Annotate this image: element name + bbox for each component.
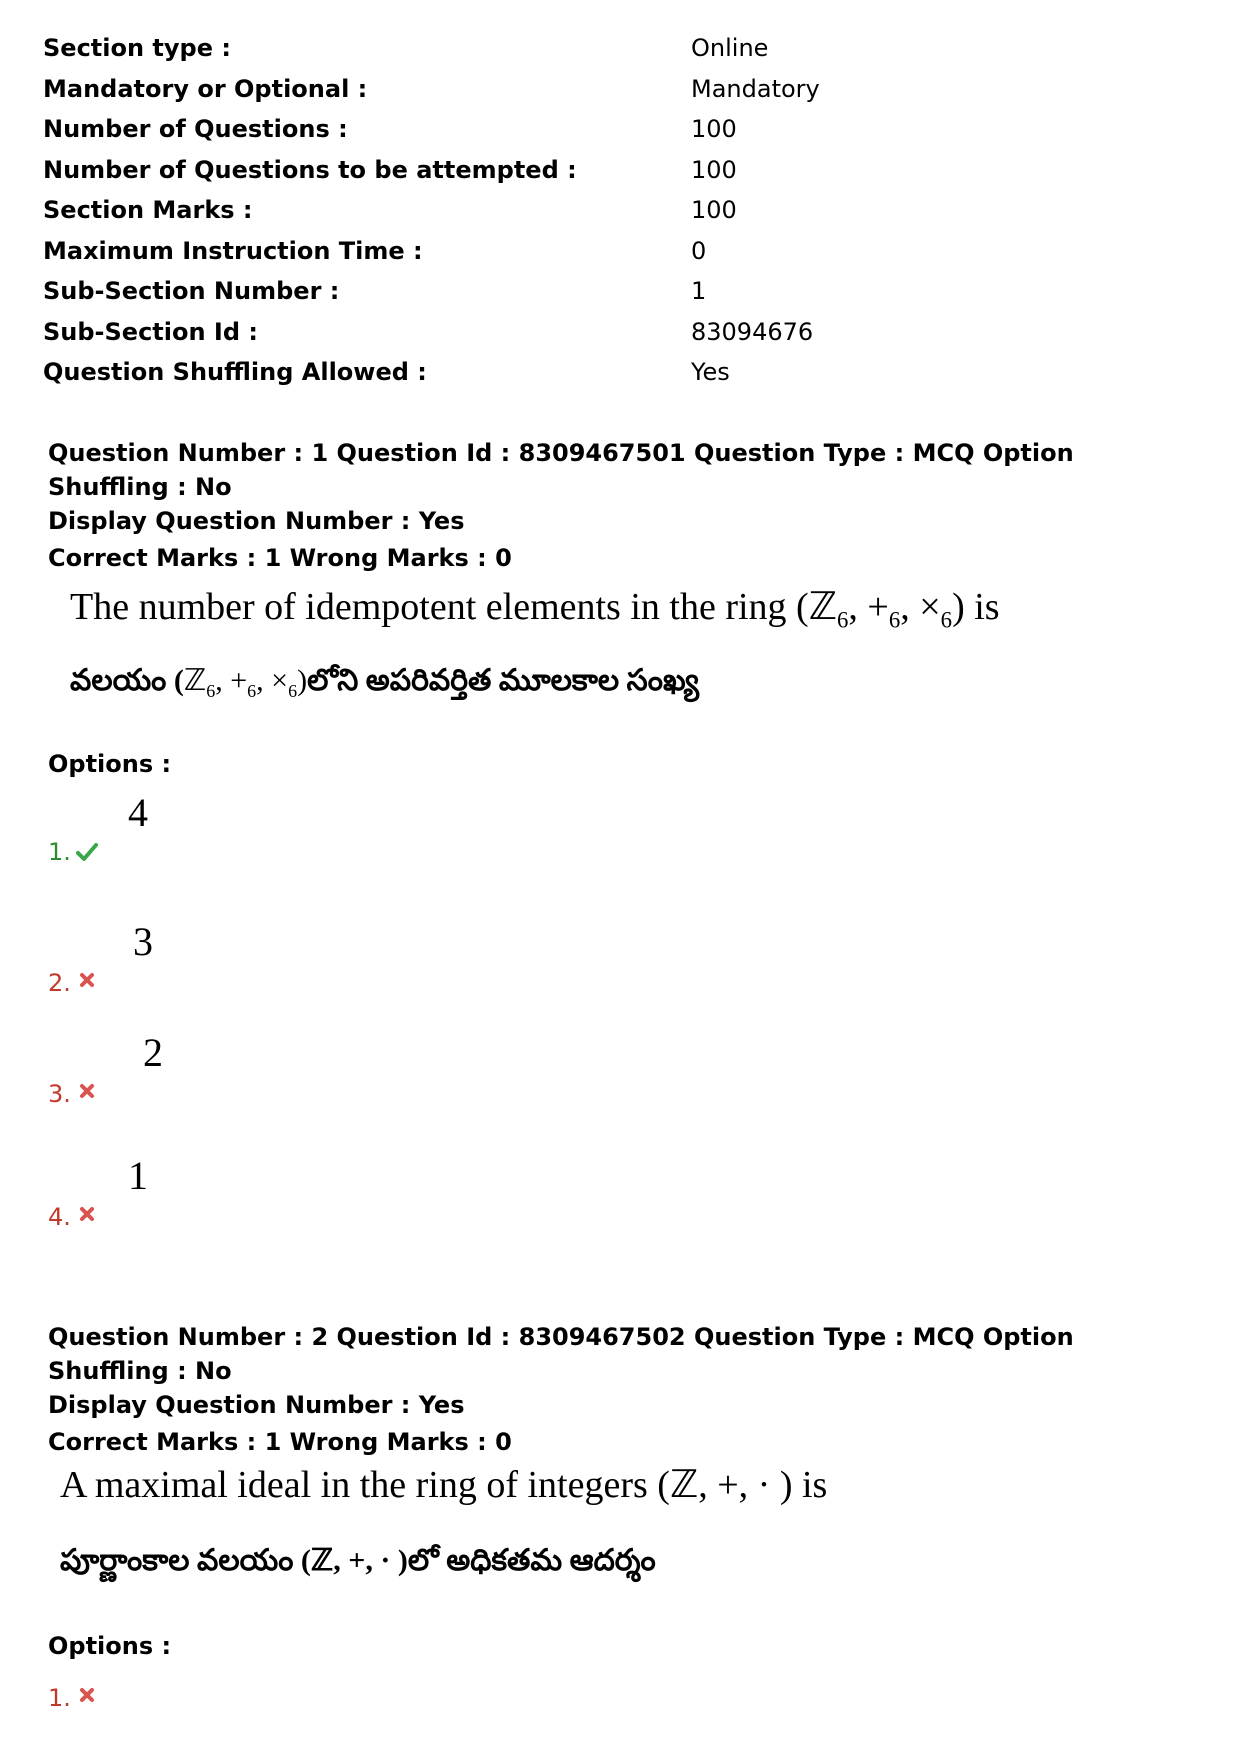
info-value: 83094676 <box>691 317 814 346</box>
question-1-text-telugu: వలయం (ℤ$_6$, $+_6$, $\times_6)లోని$ అపరివర్తిత మూలకాల సంఖ్య <box>70 664 699 701</box>
question-display-number: Display Question Number : Yes <box>48 507 465 535</box>
question-marks: Correct Marks : 1 Wrong Marks : 0 <box>48 544 512 572</box>
info-row <box>43 109 1193 150</box>
info-row <box>43 231 1193 272</box>
question-text-part: వలయం ( <box>70 664 184 697</box>
info-label: Section type : <box>43 34 231 62</box>
info-label: Sub-Section Number : <box>43 277 340 305</box>
option-number: 1. <box>48 1684 71 1712</box>
question-text-part: is <box>964 586 1000 628</box>
section-info-table <box>43 28 1193 393</box>
option-number: 2. <box>48 969 71 997</box>
option-1[interactable] <box>48 787 348 867</box>
question-meta: Question Number : 2 Question Id : 8309467502 Question Type : MCQ Option Shuffling : No <box>48 1323 1074 1385</box>
info-row <box>43 352 1193 393</box>
info-row <box>43 150 1193 191</box>
info-label: Number of Questions to be attempted : <box>43 155 577 184</box>
question-display-number: Display Question Number : Yes <box>48 1391 465 1419</box>
question-text-part: The number of idempotent elements in the ring ( <box>70 586 809 628</box>
option-4[interactable] <box>48 1152 348 1232</box>
question-1-header <box>48 436 1198 578</box>
question-2-header <box>48 1320 1198 1462</box>
info-value: Yes <box>691 358 730 386</box>
option-value: 2 <box>143 1030 163 1075</box>
info-row <box>43 69 1193 110</box>
cross-icon <box>79 1687 95 1703</box>
info-value: Mandatory <box>691 74 820 103</box>
info-label: Number of Questions : <box>43 115 348 143</box>
info-value: 0 <box>691 236 707 265</box>
question-meta: Question Number : 1 Question Id : 8309467501 Question Type : MCQ Option Shuffling : No <box>48 439 1074 501</box>
question-2-text-telugu: పూర్ణాంకాల వలయం (ℤ, +, · )లో అధికతమ ఆదర్శం <box>60 1544 656 1577</box>
info-label: Question Shuffling Allowed : <box>43 358 427 386</box>
info-row <box>43 312 1193 353</box>
cross-icon <box>79 972 95 988</box>
info-value: 1 <box>691 277 707 305</box>
info-row <box>43 271 1193 312</box>
info-row <box>43 28 1193 69</box>
info-value: 100 <box>691 115 737 143</box>
options-label: Options : <box>48 1632 172 1660</box>
question-1-text-english: The number of idempotent elements in the ring (ℤ$_6$, $+_6$, $\times_6$) is <box>70 586 1000 633</box>
question-2-text-english: A maximal ideal in the ring of integers (ℤ, +, · ) is <box>60 1464 828 1506</box>
option-1[interactable] <box>48 1633 348 1713</box>
option-3[interactable] <box>48 1029 348 1109</box>
question-marks: Correct Marks : 1 Wrong Marks : 0 <box>48 1428 512 1456</box>
option-value: 3 <box>133 919 153 964</box>
info-value: 100 <box>691 196 737 224</box>
option-number: 4. <box>48 1203 71 1231</box>
checkmark-icon <box>76 841 98 863</box>
info-value: Online <box>691 34 769 62</box>
cross-icon <box>79 1083 95 1099</box>
math-symbol: ℤ <box>808 586 837 628</box>
options-label: Options : <box>48 750 172 778</box>
cross-icon <box>79 1206 95 1222</box>
info-label: Maximum Instruction Time : <box>43 236 423 265</box>
info-label: Sub-Section Id : <box>43 317 258 346</box>
option-number: 1. <box>48 838 71 866</box>
option-number: 3. <box>48 1080 71 1108</box>
info-value: 100 <box>691 155 737 184</box>
info-label: Mandatory or Optional : <box>43 74 368 103</box>
question-text-part: లోని అపరివర్తిత మూలకాల సంఖ్య <box>307 664 699 697</box>
info-row <box>43 190 1193 231</box>
option-value: 1 <box>128 1153 148 1198</box>
option-2[interactable] <box>48 918 348 998</box>
info-label: Section Marks : <box>43 196 253 224</box>
option-value: 4 <box>128 790 148 835</box>
